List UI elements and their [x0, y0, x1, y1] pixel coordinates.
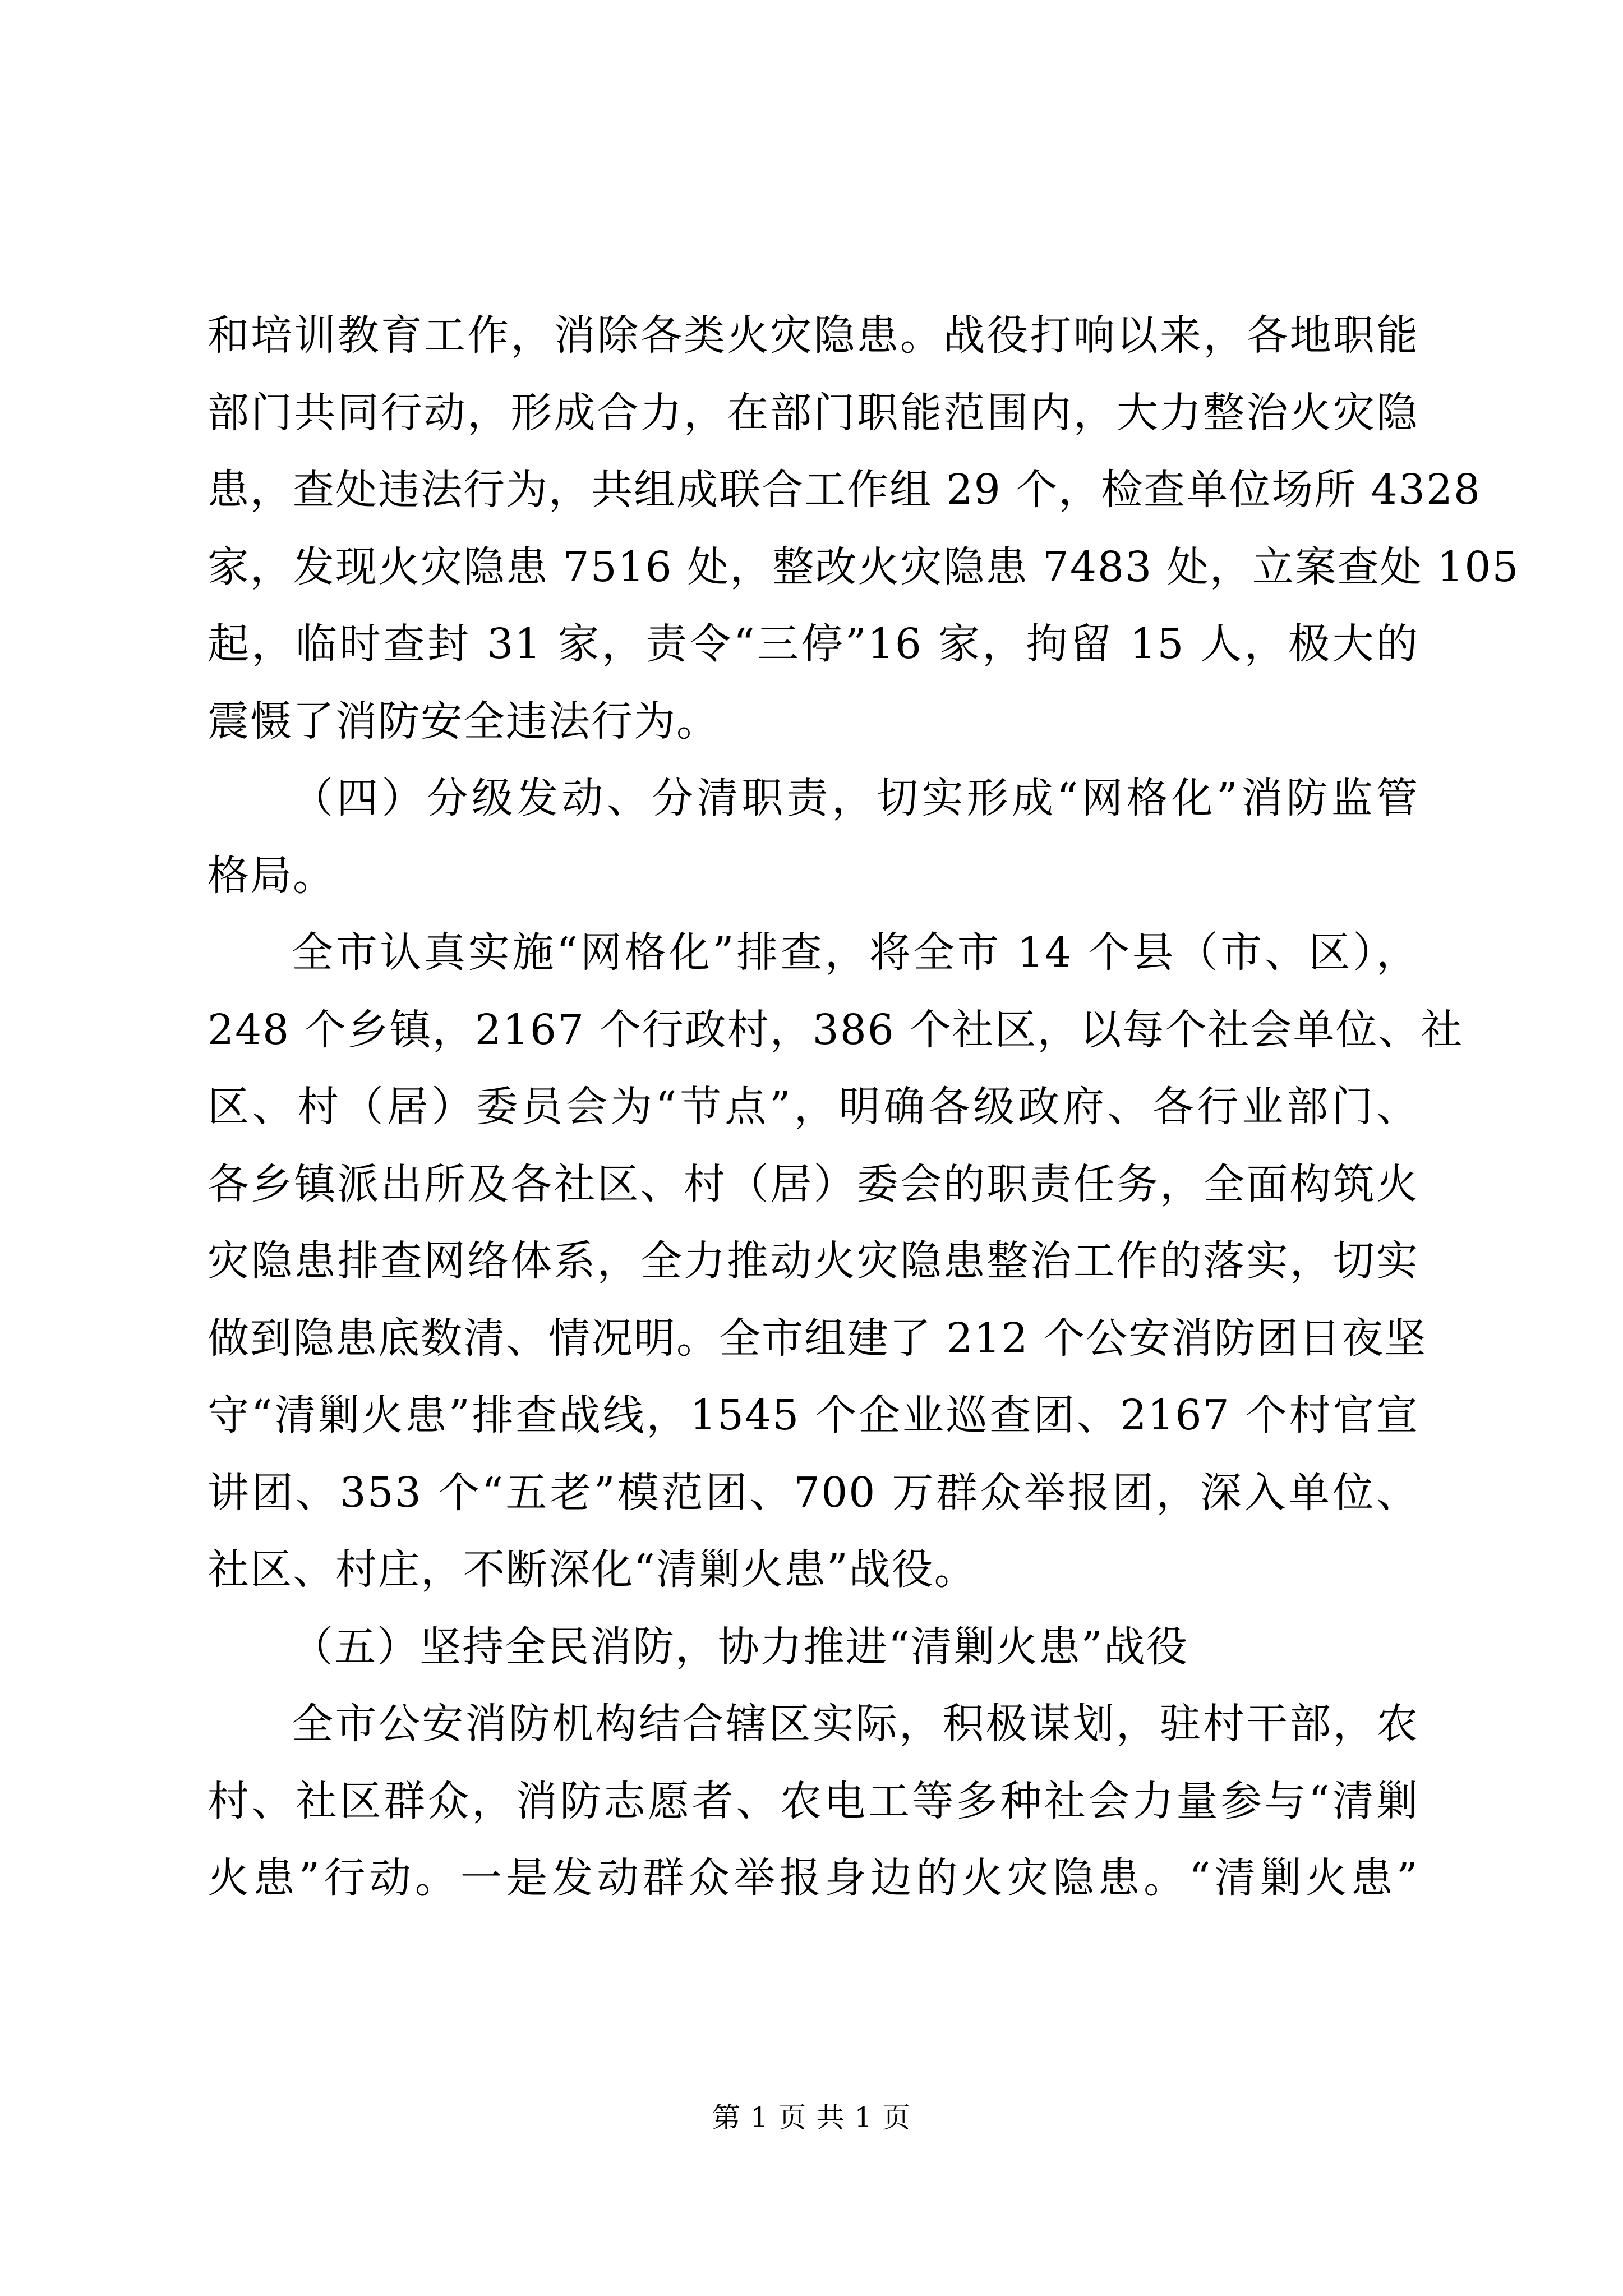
paragraph-line: 灾隐患排查网络体系，全力推动火灾隐患整治工作的落实，切实: [208, 1237, 1419, 1285]
section-heading-line: （五）坚持全民消防，协力推进“清剿火患”战役: [292, 1622, 1189, 1671]
paragraph-line: 全市认真实施“网格化”排查，将全市 14 个县（市、区），: [292, 928, 1419, 977]
paragraph-line: 讲团、353 个“五老”模范团、700 万群众举报团，深入单位、: [208, 1468, 1419, 1517]
section-heading-line: 格局。: [208, 851, 335, 900]
paragraph-line: 社区、村庄，不断深化“清剿火患”战役。: [208, 1545, 977, 1594]
paragraph-line: 震慑了消防安全违法行为。: [208, 697, 719, 746]
paragraph-line: 和培训教育工作，消除各类火灾隐患。战役打响以来，各地职能: [208, 311, 1419, 360]
section-heading-line: （四）分级发动、分清职责，切实形成“网格化”消防监管: [292, 774, 1419, 822]
paragraph-line: 做到隐患底数清、情况明。全市组建了 212 个公安消防团日夜坚: [208, 1314, 1427, 1363]
paragraph-line: 守“清剿火患”排查战线，1545 个企业巡查团、2167 个村官宣: [208, 1391, 1419, 1439]
paragraph-line: 区、村（居）委员会为“节点”，明确各级政府、各行业部门、: [208, 1083, 1419, 1131]
document-body: [208, 297, 1520, 1917]
page-footer: 第 1 页 共 1 页: [712, 2101, 911, 2134]
paragraph-line: 部门共同行动，形成合力，在部门职能范围内，大力整治火灾隐: [208, 388, 1419, 437]
paragraph-line: 各乡镇派出所及各社区、村（居）委会的职责任务，全面构筑火: [208, 1159, 1419, 1208]
paragraph-line: 患，查处违法行为，共组成联合工作组 29 个，检查单位场所 4328: [208, 466, 1482, 514]
paragraph-line: 248 个乡镇，2167 个行政村，386 个社区，以每个社会单位、社: [208, 1005, 1464, 1054]
paragraph-line: 家，发现火灾隐患 7516 处，整改火灾隐患 7483 处，立案查处 105: [208, 542, 1520, 591]
paragraph-line: 火患”行动。一是发动群众举报身边的火灾隐患。“清剿火患”: [208, 1854, 1419, 1902]
paragraph-line: 村、社区群众，消防志愿者、农电工等多种社会力量参与“清剿: [208, 1777, 1419, 1825]
paragraph-line: 起，临时查封 31 家，责令“三停”16 家，拘留 15 人，极大的: [208, 620, 1419, 668]
paragraph-line: 全市公安消防机构结合辖区实际，积极谋划，驻村干部，农: [292, 1700, 1419, 1748]
